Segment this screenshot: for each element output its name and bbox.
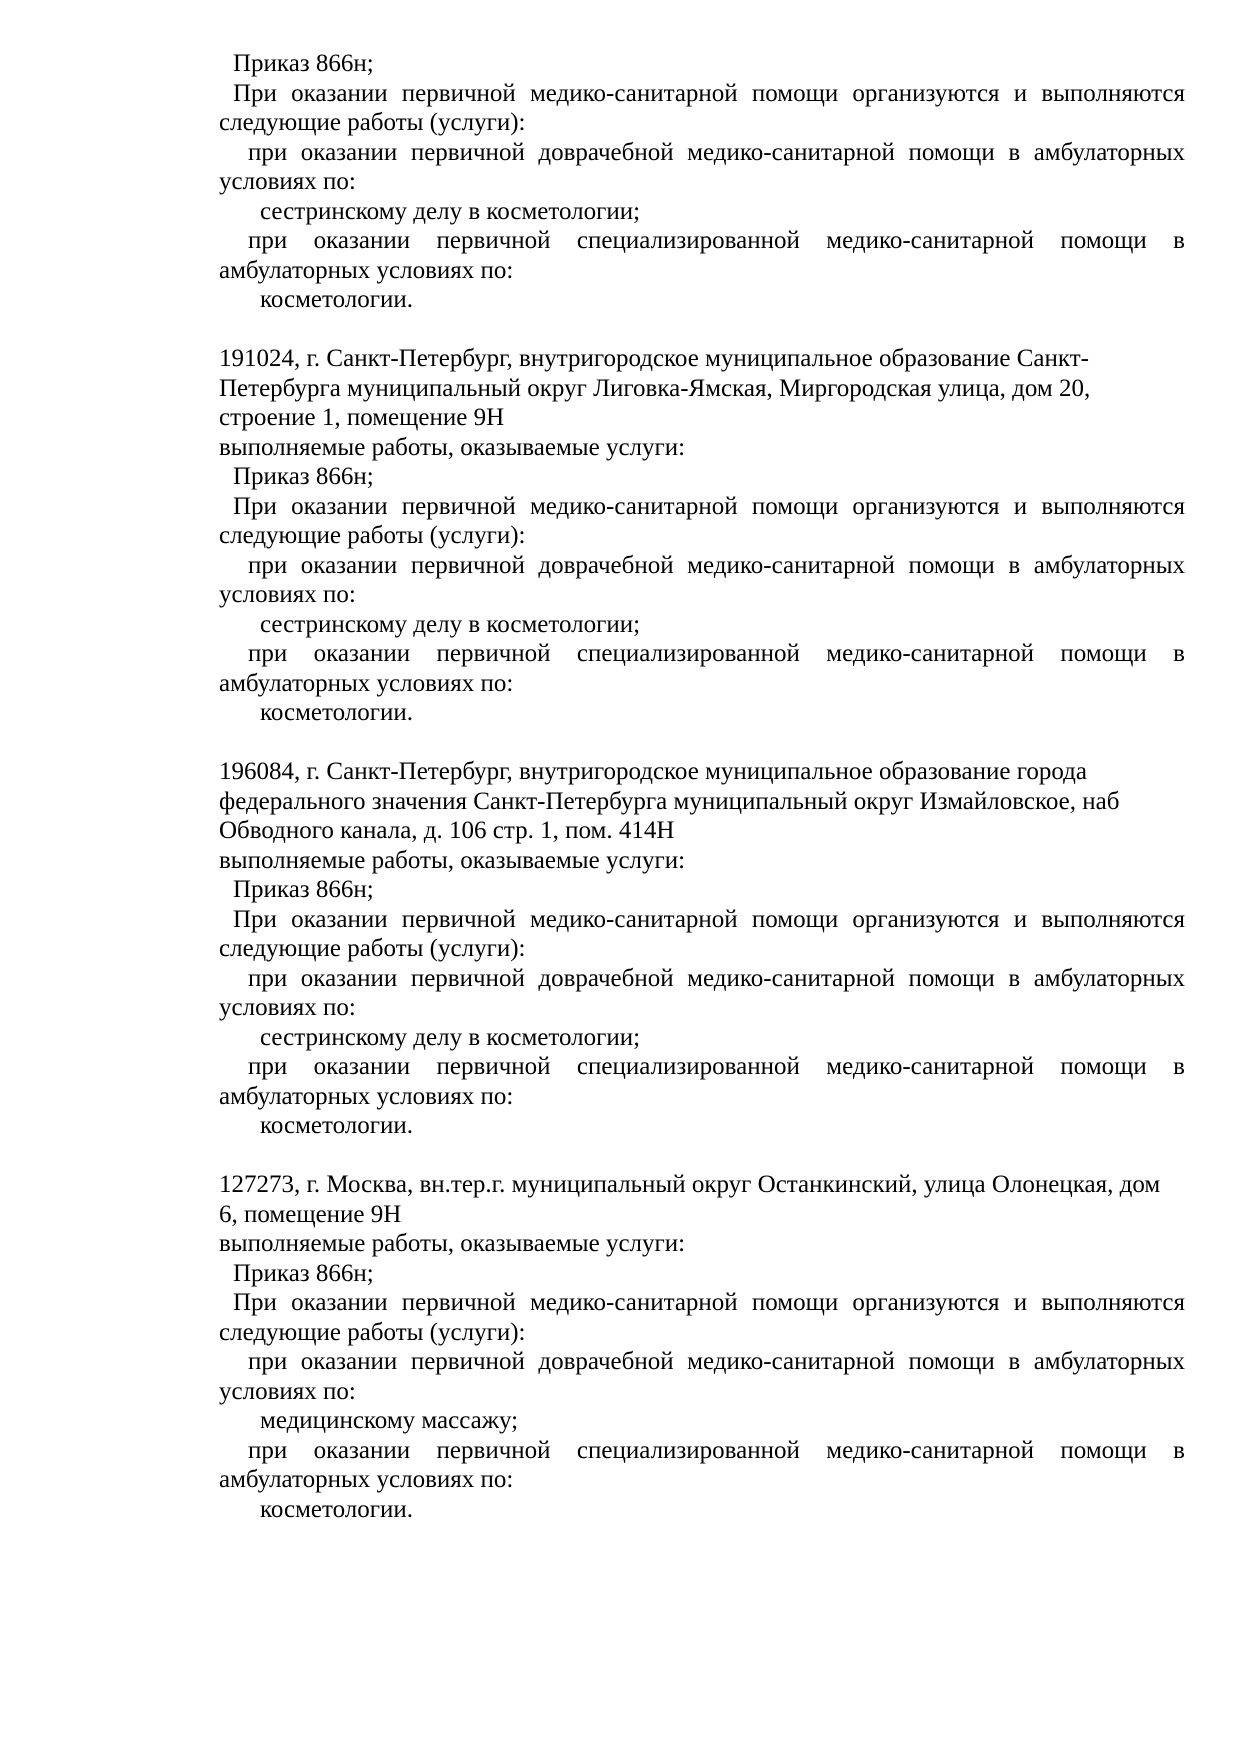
service-item-specialized: при оказании первичной специализированной медико-санитарной помощи в амбулаторных условиях по: [219,1053,1185,1110]
service-specialty-nursing: сестринскому делу в косметологии; [260,1023,641,1051]
service-specialty-nursing: сестринскому делу в косметологии; [260,610,641,638]
services-intro: При оказании первичной медико-санитарной помощи организуются и выполняются следующие работы (услуги): [219,79,1185,136]
works-services-label: выполняемые работы, оказываемые услуги: [219,846,686,874]
document-content [219,49,1185,1524]
service-item-specialized: при оказании первичной специализированной медико-санитарной помощи в амбулаторных условиях по: [219,640,1185,697]
order-reference: Приказ 866н; [233,463,374,490]
license-block-127273 [219,1170,1185,1524]
address-line: 196084, г. Санкт-Петербург, внутригородское муниципальное образование города федерального значения Санкт-Петербурга муниципальный округ Измайловское, наб Обводного канала, д. 106 стр. 1, пом. 414Н [219,758,1120,844]
address-line: 127273, г. Москва, вн.тер.г. муниципальный округ Останкинский, улица Олонецкая, дом 6, помещение 9Н [219,1171,1161,1228]
address-line: 191024, г. Санкт-Петербург, внутригородское муниципальное образование Санкт-Петербурга муниципальный округ Лиговка-Ямская, Миргородская улица, дом 20, строение 1, помещение 9Н [219,345,1091,431]
service-specialty-massage: медицинскому массажу; [260,1407,519,1434]
order-reference: Приказ 866н; [233,50,374,77]
service-item-predoctor: при оказании первичной доврачебной медико-санитарной помощи в амбулаторных условиях по: [219,964,1185,1021]
service-item-specialized: при оказании первичной специализированной медико-санитарной помощи в амбулаторных условиях по: [219,227,1185,284]
license-block-191024 [219,344,1185,728]
service-specialty-nursing: сестринскому делу в косметологии; [260,197,641,225]
service-specialty-cosmetology: косметологии. [260,286,414,313]
services-intro: При оказании первичной медико-санитарной помощи организуются и выполняются следующие работы (услуги): [219,492,1185,549]
service-specialty-cosmetology: косметологии. [260,1112,414,1139]
service-specialty-cosmetology: косметологии. [260,1495,414,1523]
service-item-predoctor: при оказании первичной доврачебной медико-санитарной помощи в амбулаторных условиях по: [219,551,1185,608]
license-block-196084 [219,757,1185,1141]
services-block-continuation [219,49,1185,315]
service-item-specialized: при оказании первичной специализированной медико-санитарной помощи в амбулаторных условиях по: [219,1436,1185,1493]
order-reference: Приказ 866н; [233,1259,374,1287]
service-item-predoctor: при оказании первичной доврачебной медико-санитарной помощи в амбулаторных условиях по: [219,1348,1185,1405]
services-intro: При оказании первичной медико-санитарной помощи организуются и выполняются следующие работы (услуги): [219,1289,1185,1346]
order-reference: Приказ 866н; [233,876,374,903]
service-specialty-cosmetology: косметологии. [260,699,414,726]
services-intro: При оказании первичной медико-санитарной помощи организуются и выполняются следующие работы (услуги): [219,905,1185,962]
works-services-label: выполняемые работы, оказываемые услуги: [219,433,686,461]
works-services-label: выполняемые работы, оказываемые услуги: [219,1230,686,1257]
service-item-predoctor: при оказании первичной доврачебной медико-санитарной помощи в амбулаторных условиях по: [219,138,1185,195]
